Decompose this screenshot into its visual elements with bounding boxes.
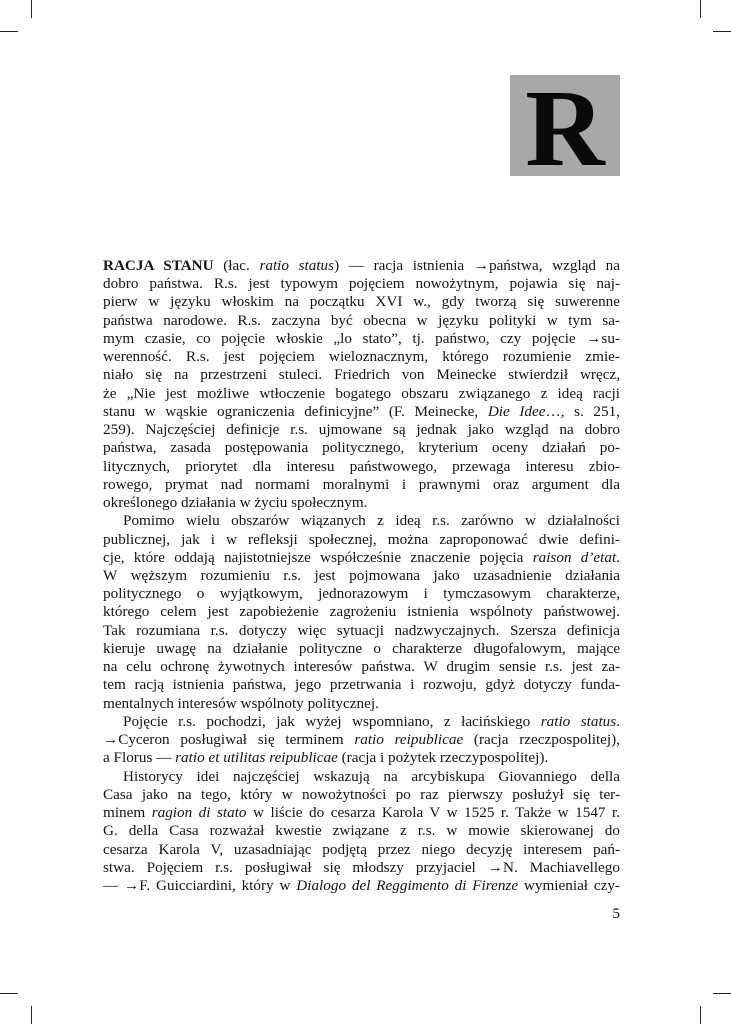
article-body [103, 257, 620, 895]
text-run: . [616, 548, 621, 566]
text-run: werenność. R.s. jest pojęciem wieloznacznym, którego rozumienie zmie- [103, 348, 620, 366]
text-run: (łac. [213, 257, 260, 274]
text-line [103, 768, 620, 786]
text-run: — →F. Guicciardini, który w [103, 876, 297, 894]
text-run: Die Idee [487, 402, 546, 420]
text-run: raison d’etat [532, 548, 617, 566]
text-run: rowego, prymat nad normami moralnymi i prawnymi oraz argument dla [103, 475, 620, 493]
text-run: Pomimo wielu obszarów wiązanych z ideą r.s. zarówno w działalności [123, 512, 620, 530]
text-run: niało się na przestrzeni stuleci. Friedrich von Meinecke stwierdził wręcz, [103, 366, 620, 384]
text-run: G. della Casa rozważał kwestie związane z r.s. w mowie skierowanej do [103, 822, 620, 840]
crop-mark-bottom-right-horizontal [713, 993, 731, 994]
section-letter: R [525, 67, 605, 189]
paragraph [103, 713, 620, 768]
text-line [103, 366, 620, 384]
text-line [103, 439, 620, 457]
text-line [103, 257, 620, 275]
crop-mark-top-right-vertical [700, 0, 701, 18]
text-line [103, 348, 620, 366]
text-run: minem [103, 804, 152, 822]
text-run: a Florus — [103, 749, 176, 767]
text-run: cje, które oddają najistotniejsze współcześnie znaczenie pojęcia [103, 548, 533, 566]
paragraph [103, 768, 620, 896]
text-line [103, 786, 620, 804]
text-line [103, 603, 620, 621]
text-run: →Cyceron posługiwał się terminem [103, 731, 355, 749]
text-run: ratio status [540, 712, 617, 730]
text-run: państwa, zasada postępowania politycznego, kryterium oceny działań po- [103, 439, 620, 457]
text-run: (racja i pożytek rzeczypospolitej). [337, 749, 549, 767]
text-line [103, 676, 620, 694]
text-line [103, 695, 620, 713]
text-line [103, 567, 620, 585]
text-run: Historycy idei najczęściej wskazują na arcybiskupa Giovanniego della [123, 767, 620, 785]
text-run: W węższym rozumieniu r.s. jest pojmowana jako uzasadnienie działania [103, 566, 620, 584]
crop-mark-bottom-left-horizontal [0, 993, 18, 994]
text-run: tem racją istnienia państwa, jego przetrwania i rozwoju, gdyż dotyczy funda- [103, 676, 620, 694]
text-line [103, 549, 620, 567]
text-run: ratio status [259, 257, 335, 274]
text-run: że „Nie jest możliwe wtłoczenie bogatego obszaru związanego z ideą racji [103, 384, 620, 402]
text-line [103, 749, 620, 767]
text-line [103, 622, 620, 640]
text-line [103, 458, 620, 476]
text-line [103, 293, 620, 311]
text-run: Tak rozumiana r.s. dotyczy więc sytuacji nadzwyczajnych. Szersza definicja [103, 621, 620, 639]
crop-mark-bottom-left-vertical [31, 1006, 32, 1024]
text-run: pierw w języku włoskim na początku XVI w., gdy tworzą się suwerenne [103, 293, 620, 311]
crop-mark-top-left-vertical [31, 0, 32, 18]
text-run: publicznej, jak i w refleksji społecznej, można zaproponować dwie defini- [103, 530, 620, 548]
text-run: którego celem jest zapobieżenie zagrożeniu istnienia wspólnoty państwowej. [103, 603, 620, 621]
text-line [103, 330, 620, 348]
text-run: (racja rzeczpospolitej), [463, 731, 620, 749]
text-run: cesarza Karola V, uzasadniając podjętą przez niego decyzję interesem pań- [103, 840, 620, 858]
text-run: . [616, 712, 620, 730]
text-line [103, 531, 620, 549]
page-number: 5 [612, 905, 620, 922]
text-line [103, 312, 620, 330]
text-run: mym czasie, co pojęcie włoskie „lo stato”, tj. państwo, czy pojęcie →su- [103, 329, 620, 347]
text-run: ragion di stato [151, 804, 247, 822]
text-line [103, 841, 620, 859]
text-line [103, 275, 620, 293]
crop-mark-top-left-horizontal [0, 31, 18, 32]
text-line [103, 731, 620, 749]
paragraph [103, 512, 620, 713]
entry-headword: RACJA STANU [103, 257, 214, 274]
text-line [103, 804, 620, 822]
crop-mark-bottom-right-vertical [700, 1006, 701, 1024]
text-line [103, 585, 620, 603]
text-run: stanu w wąskie ograniczenia definicyjne” (F. Meinecke, [103, 402, 488, 420]
text-run: politycznego o wyjątkowym, jednorazowym i tymczasowym charakterze, [103, 585, 620, 603]
text-run: mentalnych interesów wspólnoty politycznej. [103, 694, 379, 712]
text-line [103, 494, 620, 512]
text-run: w liście do cesarza Karola V w 1525 r. Także w 1547 r. [246, 804, 621, 822]
text-line [103, 859, 620, 877]
text-run: wymieniał czy- [518, 876, 620, 894]
text-line [103, 403, 620, 421]
text-run: ratio et utilitas reipublicae [175, 749, 338, 767]
text-run: ) — racja istnienia →państwa, wzgląd na [334, 257, 620, 274]
text-run: państwa narodowe. R.s. zaczyna być obecna w języku polityki w tym sa- [103, 311, 620, 329]
text-run: litycznych, priorytet dla interesu państwowego, przewaga interesu zbio- [103, 457, 620, 475]
text-line [103, 822, 620, 840]
text-run: kieruje uwagę na działanie polityczne o charakterze długofalowym, mające [103, 639, 620, 657]
text-run: 259). Najczęściej definicje r.s. ujmowane są jednak jako wzgląd na dobro [103, 421, 620, 439]
text-run: ratio reipublicae [354, 731, 464, 749]
text-run: dobro państwa. R.s. jest typowym pojęciem nowożytnym, pojawia się naj- [103, 275, 620, 293]
text-run: Pojęcie r.s. pochodzi, jak wyżej wspomniano, z łacińskiego [123, 712, 541, 730]
text-line [103, 421, 620, 439]
text-run: określonego działania w życiu społecznym. [103, 494, 368, 512]
text-line [103, 713, 620, 731]
text-line [103, 640, 620, 658]
text-run: stwa. Pojęciem r.s. posługiwał się młodszy przyjaciel →N. Machiavellego [103, 858, 620, 876]
paragraph [103, 257, 620, 512]
text-run: Casa jako na tego, który w nowożytności po raz pierwszy posłużył się ter- [103, 785, 620, 803]
text-line [103, 877, 620, 895]
crop-mark-top-right-horizontal [713, 31, 731, 32]
text-run: na celu ochronę żywotnych interesów państwa. W drugim sensie r.s. jest za- [103, 658, 620, 676]
text-line [103, 476, 620, 494]
text-line [103, 385, 620, 403]
text-run: Dialogo del Reggimento di Firenze [296, 876, 519, 894]
section-letter-box [510, 67, 620, 189]
text-run: …, s. 251, [545, 402, 620, 420]
text-line [103, 512, 620, 530]
text-line [103, 658, 620, 676]
